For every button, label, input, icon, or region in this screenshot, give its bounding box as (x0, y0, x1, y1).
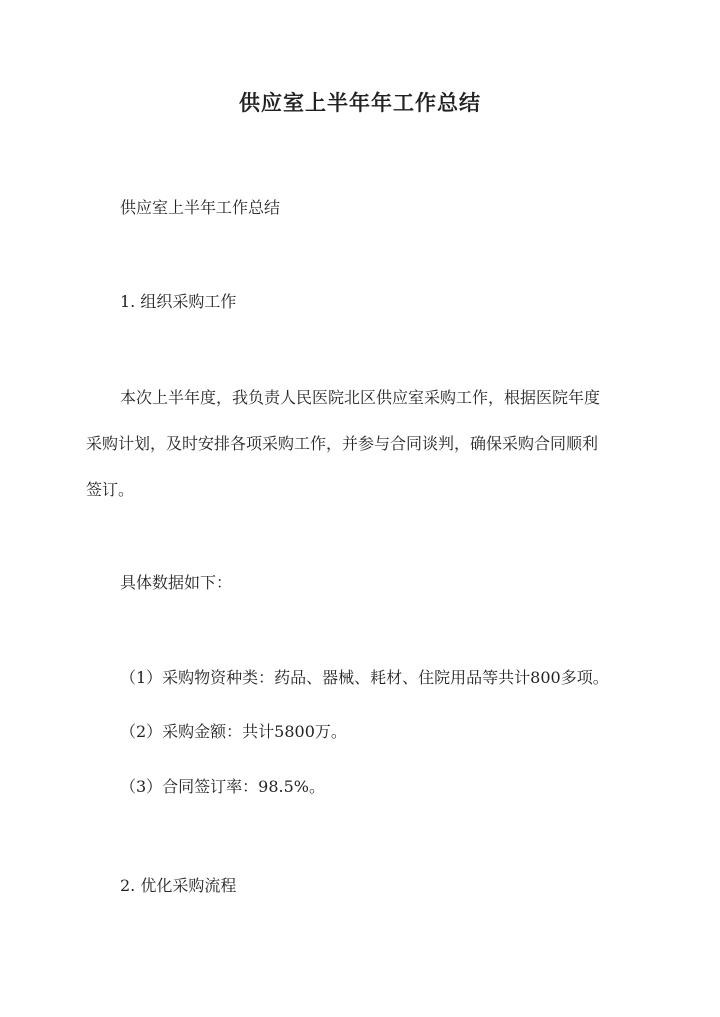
document-subtitle: 供应室上半年工作总结 (120, 198, 281, 217)
section-heading-procurement: 1. 组织采购工作 (120, 292, 237, 311)
paragraph-line: 本次上半年度，我负责人民医院北区供应室采购工作，根据医院年度 (120, 388, 601, 407)
paragraph-line: 采购计划，及时安排各项采购工作，并参与合同谈判，确保采购合同顺利 (86, 434, 599, 453)
section-heading-optimization: 2. 优化采购流程 (120, 876, 237, 895)
data-item: （3）合同签订率：98.5%。 (120, 777, 326, 796)
document-title: 供应室上半年年工作总结 (239, 90, 481, 115)
data-intro: 具体数据如下： (120, 573, 233, 592)
data-item: （2）采购金额：共计5800万。 (120, 722, 347, 741)
data-item: （1）采购物资种类：药品、器械、耗材、住院用品等共计800多项。 (120, 668, 609, 687)
paragraph-line: 签订。 (86, 480, 135, 499)
